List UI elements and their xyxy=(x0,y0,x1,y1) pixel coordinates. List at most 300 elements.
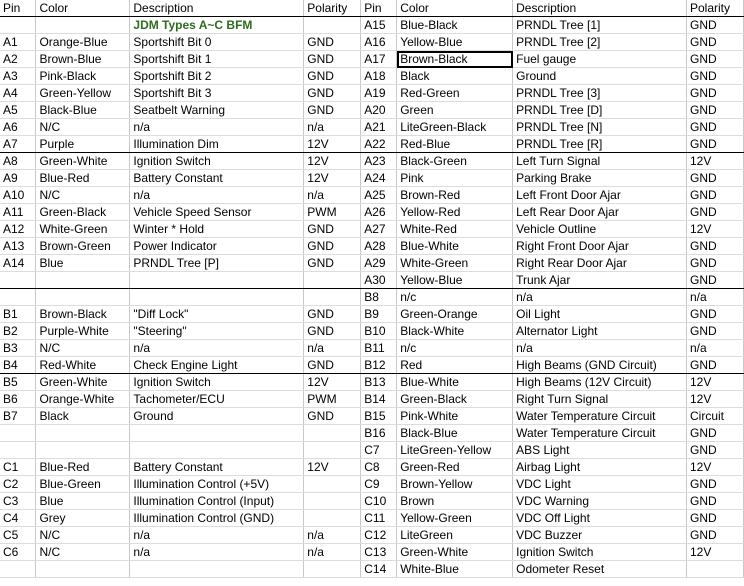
cell-pin[interactable]: B9 xyxy=(361,306,397,323)
table-row xyxy=(0,255,744,272)
cell-polarity[interactable]: GND xyxy=(304,34,361,51)
cell-description[interactable]: JDM Types A~C BFM xyxy=(130,17,304,34)
cell-pin[interactable]: C1 xyxy=(0,459,36,476)
cell-color[interactable]: N/C xyxy=(36,527,130,544)
table-row xyxy=(0,51,744,68)
cell-pin[interactable]: B16 xyxy=(361,425,397,442)
cell-color[interactable] xyxy=(36,442,130,459)
cell-pin[interactable]: B11 xyxy=(361,340,397,357)
cell-description[interactable]: Seatbelt Warning xyxy=(130,102,304,119)
cell-description[interactable]: VDC Warning xyxy=(513,493,687,510)
cell-description[interactable]: n/a xyxy=(130,340,304,357)
cell-description[interactable]: Vehicle Outline xyxy=(513,221,687,238)
cell-polarity[interactable]: GND xyxy=(687,306,744,323)
cell-description[interactable]: Ground xyxy=(513,68,687,85)
cell-color[interactable]: Blue-Red xyxy=(36,170,130,187)
cell-color[interactable]: Brown xyxy=(397,493,513,510)
cell-description[interactable] xyxy=(130,425,304,442)
cell-color[interactable]: Red-White xyxy=(36,357,130,374)
cell-polarity[interactable] xyxy=(304,289,361,306)
cell-color[interactable]: Brown-Yellow xyxy=(397,476,513,493)
cell-pin[interactable]: C8 xyxy=(361,459,397,476)
cell-pin[interactable]: A14 xyxy=(0,255,36,272)
cell-color[interactable]: Brown-Blue xyxy=(36,51,130,68)
cell-polarity[interactable]: GND xyxy=(304,102,361,119)
cell-description[interactable] xyxy=(130,289,304,306)
cell-polarity[interactable]: PWM xyxy=(304,204,361,221)
header-cell-pin[interactable]: Pin xyxy=(361,0,397,17)
cell-polarity[interactable] xyxy=(304,17,361,34)
cell-color[interactable]: Blue-Green xyxy=(36,476,130,493)
cell-polarity[interactable]: GND xyxy=(687,34,744,51)
header-cell-color[interactable]: Color xyxy=(397,0,513,17)
cell-polarity[interactable]: GND xyxy=(687,323,744,340)
cell-pin[interactable]: A22 xyxy=(361,136,397,153)
cell-color[interactable]: Blue xyxy=(36,255,130,272)
cell-polarity[interactable]: GND xyxy=(304,85,361,102)
cell-color[interactable]: Purple-White xyxy=(36,323,130,340)
cell-pin[interactable]: B4 xyxy=(0,357,36,374)
cell-color[interactable]: Brown-Black xyxy=(397,51,513,68)
table-row xyxy=(0,510,744,527)
cell-pin[interactable]: B7 xyxy=(0,408,36,425)
cell-color[interactable]: Black-Blue xyxy=(397,425,513,442)
table-row xyxy=(0,68,744,85)
cell-color[interactable]: Blue-Red xyxy=(36,459,130,476)
table-row xyxy=(0,408,744,425)
cell-polarity[interactable]: GND xyxy=(304,255,361,272)
cell-pin[interactable]: C4 xyxy=(0,510,36,527)
table-row xyxy=(0,102,744,119)
cell-color[interactable] xyxy=(36,289,130,306)
cell-polarity[interactable]: n/a xyxy=(304,187,361,204)
cell-description[interactable]: n/a xyxy=(130,119,304,136)
cell-polarity[interactable]: GND xyxy=(687,187,744,204)
cell-pin[interactable]: B13 xyxy=(361,374,397,391)
cell-polarity[interactable]: 12V xyxy=(687,374,744,391)
cell-pin[interactable]: A19 xyxy=(361,85,397,102)
cell-color[interactable]: n/c xyxy=(397,289,513,306)
cell-color[interactable]: Blue-White xyxy=(397,374,513,391)
cell-polarity[interactable]: GND xyxy=(687,170,744,187)
cell-pin[interactable]: A20 xyxy=(361,102,397,119)
table-row xyxy=(0,153,744,170)
table-row xyxy=(0,561,744,578)
table-row xyxy=(0,459,744,476)
table-row xyxy=(0,544,744,561)
cell-polarity[interactable]: PWM xyxy=(304,391,361,408)
cell-color[interactable]: N/C xyxy=(36,544,130,561)
table-row xyxy=(0,204,744,221)
cell-pin[interactable]: A12 xyxy=(0,221,36,238)
cell-description[interactable]: Sportshift Bit 1 xyxy=(130,51,304,68)
cell-pin[interactable]: B8 xyxy=(361,289,397,306)
cell-color[interactable]: N/C xyxy=(36,119,130,136)
cell-pin[interactable]: A25 xyxy=(361,187,397,204)
cell-polarity[interactable]: GND xyxy=(687,238,744,255)
table-row xyxy=(0,425,744,442)
cell-pin[interactable]: C14 xyxy=(361,561,397,578)
cell-color[interactable]: N/C xyxy=(36,340,130,357)
table-row xyxy=(0,442,744,459)
cell-color[interactable]: Brown-Black xyxy=(36,306,130,323)
cell-polarity[interactable]: 12V xyxy=(687,544,744,561)
cell-polarity[interactable]: GND xyxy=(304,408,361,425)
cell-pin[interactable]: C6 xyxy=(0,544,36,561)
cell-pin[interactable]: C13 xyxy=(361,544,397,561)
cell-color[interactable]: Red-Green xyxy=(397,85,513,102)
cell-description[interactable]: VDC Buzzer xyxy=(513,527,687,544)
cell-color[interactable]: Yellow-Blue xyxy=(397,272,513,289)
cell-description[interactable]: Left Front Door Ajar xyxy=(513,187,687,204)
header-cell-polarity[interactable]: Polarity xyxy=(687,0,744,17)
cell-description[interactable]: n/a xyxy=(513,289,687,306)
cell-polarity[interactable]: GND xyxy=(687,51,744,68)
cell-color[interactable]: Grey xyxy=(36,510,130,527)
cell-polarity[interactable]: GND xyxy=(687,136,744,153)
cell-description[interactable]: Ground xyxy=(130,408,304,425)
table-row xyxy=(0,119,744,136)
cell-polarity[interactable]: GND xyxy=(687,510,744,527)
cell-color[interactable]: Black-Green xyxy=(397,153,513,170)
cell-pin[interactable]: B3 xyxy=(0,340,36,357)
cell-color[interactable]: Blue-White xyxy=(397,238,513,255)
cell-polarity[interactable]: 12V xyxy=(304,459,361,476)
cell-color[interactable] xyxy=(36,272,130,289)
cell-pin[interactable]: A18 xyxy=(361,68,397,85)
cell-color[interactable]: LiteGreen-Black xyxy=(397,119,513,136)
cell-pin[interactable]: C10 xyxy=(361,493,397,510)
cell-pin[interactable] xyxy=(0,561,36,578)
cell-description[interactable]: PRNDL Tree [D] xyxy=(513,102,687,119)
cell-polarity[interactable]: GND xyxy=(687,527,744,544)
cell-description[interactable]: Battery Constant xyxy=(130,170,304,187)
cell-description[interactable]: Illumination Dim xyxy=(130,136,304,153)
cell-color[interactable]: Brown-Green xyxy=(36,238,130,255)
cell-description[interactable]: PRNDL Tree [1] xyxy=(513,17,687,34)
cell-polarity[interactable]: GND xyxy=(687,476,744,493)
cell-polarity[interactable] xyxy=(304,425,361,442)
cell-pin[interactable]: A27 xyxy=(361,221,397,238)
cell-color[interactable]: Green xyxy=(397,102,513,119)
cell-description[interactable]: n/a xyxy=(130,187,304,204)
cell-polarity[interactable]: n/a xyxy=(304,544,361,561)
cell-description[interactable]: Battery Constant xyxy=(130,459,304,476)
cell-description[interactable]: VDC Light xyxy=(513,476,687,493)
cell-pin[interactable]: A26 xyxy=(361,204,397,221)
cell-polarity[interactable] xyxy=(304,510,361,527)
cell-description[interactable] xyxy=(130,272,304,289)
table-row xyxy=(0,323,744,340)
cell-description[interactable]: Illumination Control (Input) xyxy=(130,493,304,510)
cell-color[interactable]: Green-Black xyxy=(36,204,130,221)
cell-color[interactable]: Pink-White xyxy=(397,408,513,425)
cell-pin[interactable]: A2 xyxy=(0,51,36,68)
cell-description[interactable]: Odometer Reset xyxy=(513,561,687,578)
cell-polarity[interactable]: GND xyxy=(687,102,744,119)
cell-color[interactable]: Pink xyxy=(397,170,513,187)
cell-polarity[interactable] xyxy=(304,442,361,459)
cell-pin[interactable]: B12 xyxy=(361,357,397,374)
cell-description[interactable]: Alternator Light xyxy=(513,323,687,340)
cell-pin[interactable]: A6 xyxy=(0,119,36,136)
cell-polarity[interactable]: GND xyxy=(687,85,744,102)
cell-pin[interactable]: A9 xyxy=(0,170,36,187)
header-cell-pin[interactable]: Pin xyxy=(0,0,36,17)
cell-description[interactable]: Ignition Switch xyxy=(130,374,304,391)
cell-pin[interactable]: A28 xyxy=(361,238,397,255)
cell-polarity[interactable]: GND xyxy=(687,272,744,289)
cell-pin[interactable] xyxy=(0,17,36,34)
cell-pin[interactable]: C11 xyxy=(361,510,397,527)
cell-polarity[interactable]: GND xyxy=(304,323,361,340)
cell-color[interactable]: n/c xyxy=(397,340,513,357)
cell-description[interactable]: Vehicle Speed Sensor xyxy=(130,204,304,221)
cell-color[interactable]: Black xyxy=(36,408,130,425)
cell-pin[interactable]: C12 xyxy=(361,527,397,544)
header-cell-color[interactable]: Color xyxy=(36,0,130,17)
cell-polarity[interactable]: GND xyxy=(687,17,744,34)
cell-description[interactable]: Oil Light xyxy=(513,306,687,323)
cell-color[interactable]: Green-White xyxy=(36,374,130,391)
cell-description[interactable]: "Steering" xyxy=(130,323,304,340)
cell-color[interactable]: Red-Blue xyxy=(397,136,513,153)
cell-color[interactable]: Brown-Red xyxy=(397,187,513,204)
cell-pin[interactable]: B14 xyxy=(361,391,397,408)
cell-description[interactable]: Trunk Ajar xyxy=(513,272,687,289)
cell-description[interactable]: Check Engine Light xyxy=(130,357,304,374)
cell-description[interactable]: PRNDL Tree [2] xyxy=(513,34,687,51)
cell-pin[interactable]: A30 xyxy=(361,272,397,289)
cell-description[interactable]: Water Temperature Circuit xyxy=(513,408,687,425)
cell-description[interactable]: VDC Off Light xyxy=(513,510,687,527)
cell-color[interactable]: Orange-Blue xyxy=(36,34,130,51)
cell-polarity[interactable] xyxy=(304,561,361,578)
cell-pin[interactable] xyxy=(0,289,36,306)
cell-pin[interactable]: A7 xyxy=(0,136,36,153)
cell-description[interactable]: Sportshift Bit 2 xyxy=(130,68,304,85)
cell-description[interactable]: PRNDL Tree [3] xyxy=(513,85,687,102)
cell-polarity[interactable]: GND xyxy=(687,68,744,85)
cell-pin[interactable]: A11 xyxy=(0,204,36,221)
cell-description[interactable]: Water Temperature Circuit xyxy=(513,425,687,442)
cell-color[interactable] xyxy=(36,561,130,578)
table-row xyxy=(0,34,744,51)
cell-color[interactable]: Red xyxy=(397,357,513,374)
cell-polarity[interactable]: 12V xyxy=(304,374,361,391)
cell-pin[interactable]: B1 xyxy=(0,306,36,323)
cell-pin[interactable]: A21 xyxy=(361,119,397,136)
cell-pin[interactable]: C5 xyxy=(0,527,36,544)
cell-description[interactable]: Sportshift Bit 0 xyxy=(130,34,304,51)
cell-description[interactable]: "Diff Lock" xyxy=(130,306,304,323)
cell-color[interactable]: LiteGreen-Yellow xyxy=(397,442,513,459)
cell-pin[interactable]: A3 xyxy=(0,68,36,85)
cell-polarity[interactable]: GND xyxy=(687,357,744,374)
cell-description[interactable]: Parking Brake xyxy=(513,170,687,187)
cell-color[interactable]: Yellow-Red xyxy=(397,204,513,221)
table-row xyxy=(0,238,744,255)
header-cell-description[interactable]: Description xyxy=(513,0,687,17)
cell-color[interactable]: Blue-Black xyxy=(397,17,513,34)
cell-color[interactable]: White-Green xyxy=(397,255,513,272)
table-row xyxy=(0,374,744,391)
cell-polarity[interactable]: GND xyxy=(687,493,744,510)
cell-description[interactable]: High Beams (GND Circuit) xyxy=(513,357,687,374)
cell-description[interactable]: Right Turn Signal xyxy=(513,391,687,408)
cell-color[interactable]: N/C xyxy=(36,187,130,204)
cell-pin[interactable] xyxy=(0,425,36,442)
cell-polarity[interactable]: GND xyxy=(304,68,361,85)
cell-description[interactable]: Right Front Door Ajar xyxy=(513,238,687,255)
cell-description[interactable]: Right Rear Door Ajar xyxy=(513,255,687,272)
cell-description[interactable]: Left Rear Door Ajar xyxy=(513,204,687,221)
cell-pin[interactable]: A8 xyxy=(0,153,36,170)
table-row xyxy=(0,391,744,408)
cell-pin[interactable]: C9 xyxy=(361,476,397,493)
cell-description[interactable]: PRNDL Tree [R] xyxy=(513,136,687,153)
cell-description[interactable]: Winter * Hold xyxy=(130,221,304,238)
cell-color[interactable]: Green-Black xyxy=(397,391,513,408)
table-row xyxy=(0,17,744,34)
table-row xyxy=(0,493,744,510)
table-row xyxy=(0,221,744,238)
cell-description[interactable]: Left Turn Signal xyxy=(513,153,687,170)
cell-polarity[interactable]: 12V xyxy=(687,391,744,408)
cell-pin[interactable]: A29 xyxy=(361,255,397,272)
cell-polarity[interactable]: n/a xyxy=(304,527,361,544)
header-cell-description[interactable]: Description xyxy=(130,0,304,17)
cell-color[interactable]: Green-Orange xyxy=(397,306,513,323)
cell-color[interactable]: LiteGreen xyxy=(397,527,513,544)
cell-pin[interactable]: B2 xyxy=(0,323,36,340)
cell-color[interactable]: Black-Blue xyxy=(36,102,130,119)
cell-pin[interactable]: B5 xyxy=(0,374,36,391)
cell-description[interactable]: ABS Light xyxy=(513,442,687,459)
cell-polarity[interactable]: 12V xyxy=(687,153,744,170)
cell-polarity[interactable]: Circuit xyxy=(687,408,744,425)
cell-polarity[interactable]: 12V xyxy=(687,221,744,238)
header-cell-polarity[interactable]: Polarity xyxy=(304,0,361,17)
cell-description[interactable]: PRNDL Tree [N] xyxy=(513,119,687,136)
cell-pin[interactable]: B15 xyxy=(361,408,397,425)
cell-polarity[interactable]: 12V xyxy=(304,136,361,153)
cell-color[interactable]: Pink-Black xyxy=(36,68,130,85)
cell-color[interactable] xyxy=(36,425,130,442)
cell-pin[interactable]: A10 xyxy=(0,187,36,204)
cell-polarity[interactable]: GND xyxy=(304,51,361,68)
cell-description[interactable]: Tachometer/ECU xyxy=(130,391,304,408)
cell-polarity[interactable]: 12V xyxy=(304,153,361,170)
cell-description[interactable]: Illumination Control (+5V) xyxy=(130,476,304,493)
cell-color[interactable]: White-Red xyxy=(397,221,513,238)
cell-pin[interactable] xyxy=(0,272,36,289)
cell-pin[interactable]: C7 xyxy=(361,442,397,459)
cell-description[interactable]: Ignition Switch xyxy=(130,153,304,170)
cell-description[interactable]: PRNDL Tree [P] xyxy=(130,255,304,272)
cell-polarity[interactable]: n/a xyxy=(687,340,744,357)
cell-description[interactable]: n/a xyxy=(130,527,304,544)
cell-description[interactable]: Airbag Light xyxy=(513,459,687,476)
cell-pin[interactable] xyxy=(0,442,36,459)
cell-color[interactable] xyxy=(36,17,130,34)
cell-color[interactable]: Blue xyxy=(36,493,130,510)
cell-polarity[interactable]: GND xyxy=(687,119,744,136)
cell-polarity[interactable]: GND xyxy=(304,238,361,255)
cell-description[interactable]: Illumination Control (GND) xyxy=(130,510,304,527)
table-row xyxy=(0,476,744,493)
cell-description[interactable]: n/a xyxy=(130,544,304,561)
cell-color[interactable]: Orange-White xyxy=(36,391,130,408)
cell-pin[interactable]: A15 xyxy=(361,17,397,34)
cell-pin[interactable]: B6 xyxy=(0,391,36,408)
cell-polarity[interactable]: GND xyxy=(304,221,361,238)
cell-pin[interactable]: A5 xyxy=(0,102,36,119)
cell-color[interactable]: Green-Yellow xyxy=(36,85,130,102)
cell-color[interactable]: Green-White xyxy=(36,153,130,170)
cell-color[interactable]: Green-White xyxy=(397,544,513,561)
cell-color[interactable]: Purple xyxy=(36,136,130,153)
cell-polarity[interactable] xyxy=(304,272,361,289)
cell-pin[interactable]: A1 xyxy=(0,34,36,51)
cell-description[interactable]: Power Indicator xyxy=(130,238,304,255)
cell-pin[interactable]: A23 xyxy=(361,153,397,170)
cell-polarity[interactable]: 12V xyxy=(304,170,361,187)
cell-polarity[interactable] xyxy=(304,476,361,493)
cell-color[interactable]: Green-Red xyxy=(397,459,513,476)
header-row xyxy=(0,0,744,17)
cell-color[interactable]: Black xyxy=(397,68,513,85)
cell-polarity[interactable]: n/a xyxy=(304,119,361,136)
cell-description[interactable]: Sportshift Bit 3 xyxy=(130,85,304,102)
cell-pin[interactable]: A16 xyxy=(361,34,397,51)
cell-description[interactable] xyxy=(130,561,304,578)
cell-pin[interactable]: A17 xyxy=(361,51,397,68)
table-row xyxy=(0,136,744,153)
cell-description[interactable]: Ignition Switch xyxy=(513,544,687,561)
table-row xyxy=(0,85,744,102)
cell-polarity[interactable]: GND xyxy=(687,204,744,221)
table-row xyxy=(0,306,744,323)
cell-pin[interactable]: C2 xyxy=(0,476,36,493)
cell-pin[interactable]: C3 xyxy=(0,493,36,510)
cell-polarity[interactable] xyxy=(687,561,744,578)
cell-polarity[interactable]: GND xyxy=(687,255,744,272)
cell-polarity[interactable] xyxy=(304,493,361,510)
cell-color[interactable]: Yellow-Green xyxy=(397,510,513,527)
cell-description[interactable] xyxy=(130,442,304,459)
cell-polarity[interactable]: GND xyxy=(304,357,361,374)
cell-color[interactable]: White-Green xyxy=(36,221,130,238)
cell-description[interactable]: n/a xyxy=(513,340,687,357)
cell-color[interactable]: White-Blue xyxy=(397,561,513,578)
cell-polarity[interactable]: n/a xyxy=(687,289,744,306)
cell-pin[interactable]: A24 xyxy=(361,170,397,187)
cell-color[interactable]: Yellow-Blue xyxy=(397,34,513,51)
cell-pin[interactable]: A4 xyxy=(0,85,36,102)
table-row xyxy=(0,187,744,204)
cell-polarity[interactable]: GND xyxy=(687,442,744,459)
cell-color[interactable]: Black-White xyxy=(397,323,513,340)
cell-description[interactable]: High Beams (12V Circuit) xyxy=(513,374,687,391)
cell-polarity[interactable]: 12V xyxy=(687,459,744,476)
cell-polarity[interactable]: n/a xyxy=(304,340,361,357)
cell-pin[interactable]: A13 xyxy=(0,238,36,255)
cell-polarity[interactable]: GND xyxy=(687,425,744,442)
cell-pin[interactable]: B10 xyxy=(361,323,397,340)
cell-description[interactable]: Fuel gauge xyxy=(513,51,687,68)
cell-polarity[interactable]: GND xyxy=(304,306,361,323)
